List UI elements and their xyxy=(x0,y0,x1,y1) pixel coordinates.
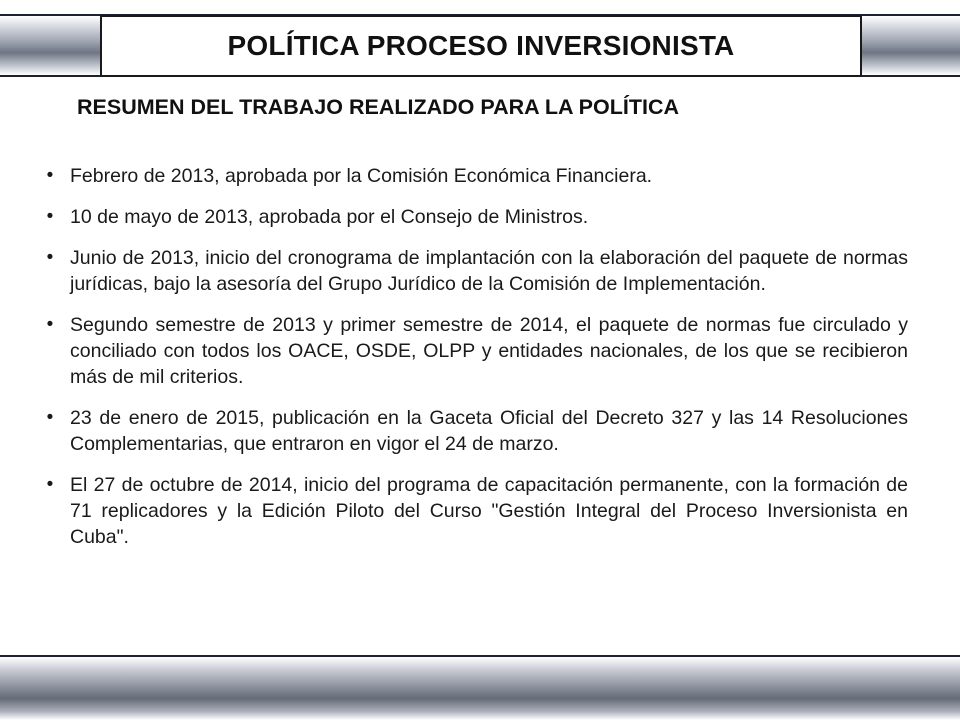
bullet-icon: • xyxy=(46,247,54,268)
bullet-item xyxy=(40,163,908,189)
bullet-text: Segundo semestre de 2013 y primer semestre de 2014, el paquete de normas fue circulado y conciliado con todos los OACE, OSDE, OLPP y entidades nacionales, de los que se recibieron más de mil criterios. xyxy=(70,314,908,388)
bullet-item xyxy=(40,245,908,297)
bullet-icon: • xyxy=(46,407,54,428)
bullet-text: Febrero de 2013, aprobada por la Comisión Económica Financiera. xyxy=(70,165,653,187)
bullet-item xyxy=(40,204,908,230)
section-subtitle: RESUMEN DEL TRABAJO REALIZADO PARA LA POLÍTICA xyxy=(77,95,680,119)
bullet-item xyxy=(40,405,908,457)
bullet-icon: • xyxy=(46,206,54,227)
footer-decorative-band xyxy=(0,655,960,720)
bullet-text: 23 de enero de 2015, publicación en la Gaceta Oficial del Decreto 327 y las 14 Resoluciones Complementarias, que entraron en vigor el 24 de marzo. xyxy=(70,407,908,455)
bullet-icon: • xyxy=(46,314,54,335)
bullet-text: Junio de 2013, inicio del cronograma de implantación con la elaboración del paquete de normas jurídicas, bajo la asesoría del Grupo Jurídico de la Comisión de Implementación. xyxy=(70,247,908,295)
bullet-item xyxy=(40,312,908,390)
bullet-icon: • xyxy=(46,474,54,495)
bullet-icon: • xyxy=(46,165,54,186)
page-title: POLÍTICA PROCESO INVERSIONISTA xyxy=(100,15,862,77)
bullet-list xyxy=(40,163,908,565)
bullet-text: El 27 de octubre de 2014, inicio del programa de capacitación permanente, con la formación de 71 replicadores y la Edición Piloto del Curso "Gestión Integral del Proceso Inversionista en Cuba". xyxy=(70,474,908,548)
bullet-item xyxy=(40,472,908,550)
bullet-text: 10 de mayo de 2013, aprobada por el Consejo de Ministros. xyxy=(70,206,589,228)
